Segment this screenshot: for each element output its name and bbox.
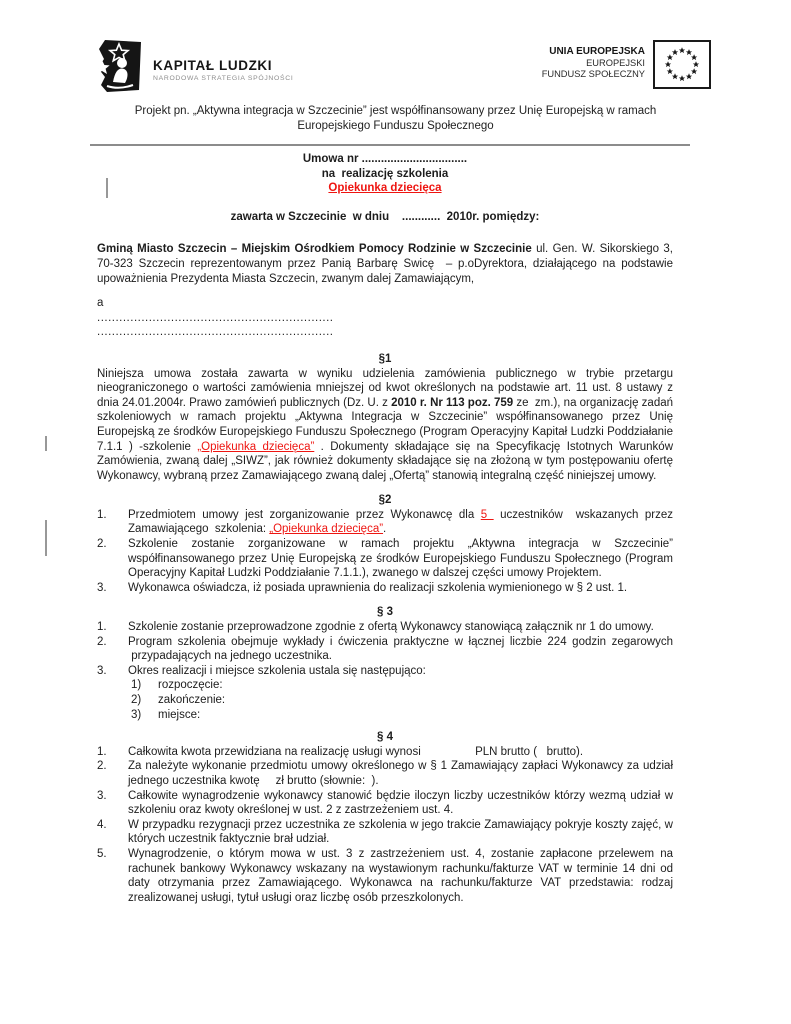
revision-change-bar-title <box>106 178 108 198</box>
item-number: 2. <box>97 635 107 648</box>
item-number: 1. <box>97 745 107 758</box>
party-connector: a <box>97 297 104 310</box>
header-divider <box>90 144 690 146</box>
item-number: 3. <box>97 581 107 594</box>
subitem-number: 1) <box>131 679 142 692</box>
section-1-paragraph: Niniejsza umowa została zawarta w wyniku udzielenia zamówienia publicznego w trybie przetargu nieograniczonego o wartości zamówienia mniejszej od kwot określonych na podstawie art. 11 ust. 8 ustawy z dnia 24.01.2004r. Prawo zamówień publicznych (Dz. U. z 2010 r. Nr 113 poz. 759 ze zm.), na organizację zadań szkoleniowych w ramach projektu „Aktywna Integracja w Szczecinie” współfinansowanego przez Unię Europejską ze środków Europejskiego Funduszu Społecznego (Program Operacyjny Kapitał Ludzki Poddziałanie 7.1.1 ) -szkolenie „Opiekunka dziecięca” . Dokumenty składające się na Specyfikację Istotnych Warunków Zamówienia, zwaną dalej „SIWZ”, jak również dokumenty składające się na złożoną w tym postępowaniu ofertę Wykonawcy, wybraną przez Zamawiającego zwaną dalej „Ofertą” stanowią integralną część niniejszej umowy. <box>97 367 674 482</box>
section-3-item-3 <box>97 664 673 679</box>
eu-logo <box>542 40 711 89</box>
item-number: 3. <box>97 664 107 677</box>
kl-logo-subtitle: NARODOWA STRATEGIA SPÓJNOŚCI <box>153 75 294 82</box>
item-number: 2. <box>97 760 107 773</box>
eu-logo-text <box>542 40 645 79</box>
item-text: Przedmiotem umowy jest zorganizowanie przez Wykonawcę dla 5 uczestników wskazanych przez Zamawiającego szkolenia: „Opiekunka dziecięca”. <box>128 508 673 536</box>
item-text: Całkowita kwota przewidziana na realizację usługi wynosi PLN brutto ( brutto). <box>128 745 584 758</box>
subitem-text: miejsce: <box>158 708 201 721</box>
subitem-text: rozpoczęcie: <box>158 679 223 692</box>
item-text: Szkolenie zostanie zorganizowane w ramach projektu „Aktywna integracja w Szczecinie” współfinansowanego przez Unię Europejską ze środków Europejskiego Funduszu Społecznego (Program Operacyjny Kapitał Ludzki Poddziałanie 7.1.1.), zwanego w dalszej części umowy Projektem. <box>128 538 673 580</box>
kl-logo-title: KAPITAŁ LUDZKI <box>153 58 273 73</box>
section-3-item-1 <box>97 620 673 635</box>
eu-logo-line1: UNIA EUROPEJSKA <box>549 46 645 57</box>
item-text: W przypadku rezygnacji przez uczestnika ze szkolenia w jego trakcie Zamawiający pokryje koszty zajęć, w których uczestnik faktycznie brał udział. <box>128 818 673 846</box>
eu-logo-line2: EUROPEJSKI <box>586 58 645 68</box>
contract-title-block <box>97 152 673 224</box>
item-text: Za należyte wykonanie przedmiotu umowy określonego w § 1 Zamawiający zapłaci Wykonawcy za udział jednego uczestnika kwotę zł brutto (słownie: ). <box>128 760 673 787</box>
item-number: 5. <box>97 847 107 860</box>
section-2-item-3 <box>97 581 673 596</box>
item-number: 4. <box>97 818 107 831</box>
contract-subject-line: na realizację szkolenia <box>321 167 449 180</box>
section-4-item-2 <box>97 759 673 788</box>
item-text: Całkowite wynagrodzenie wykonawcy stanowić będzie iloczyn liczby uczestników którzy wezmą udział w szkoleniu oraz kwoty określonej w ust. 2 z zastrzeżeniem ust. 4. <box>128 789 673 817</box>
kapital-ludzki-flag-icon <box>95 38 145 94</box>
contractor-blank-line-2: ................................................................ <box>97 326 334 339</box>
kapital-ludzki-logo <box>95 38 293 94</box>
contract-body <box>97 152 673 905</box>
section-4-item-4 <box>97 818 673 847</box>
section-1-heading: §1 <box>378 352 392 365</box>
item-number: 1. <box>97 508 107 521</box>
eu-flag-icon <box>653 40 711 89</box>
item-number: 3. <box>97 789 107 802</box>
section-4-item-5 <box>97 847 673 905</box>
training-name: Opiekunka dziecięca <box>328 182 442 195</box>
contractor-blank-line-1: ................................................................ <box>97 311 334 324</box>
project-note-line2: Europejskiego Funduszu Społecznego <box>297 119 494 132</box>
item-text: Program szkolenia obejmuje wykłady i ćwiczenia praktyczne w łącznej liczbie 224 godzin zegarowych przypadających na jednego uczestnika. <box>128 635 673 663</box>
item-number: 2. <box>97 538 107 551</box>
subitem-text: zakończenie: <box>158 694 226 706</box>
project-note-line1: Projekt pn. „Aktywna integracja w Szczecinie” jest współfinansowany przez Unię Europejską w ramach <box>134 105 657 117</box>
revision-change-bar-section1 <box>45 436 47 451</box>
section-4-heading: § 4 <box>377 731 393 744</box>
item-text: Szkolenie zostanie przeprowadzone zgodnie z ofertą Wykonawcy stanowiącą załącznik nr 1 do umowy. <box>128 621 654 634</box>
item-text: Wynagrodzenie, o którym mowa w ust. 3 z zastrzeżeniem ust. 4, zostanie zapłacone przelewem na rachunek bankowy Wykonawcy wskazany na wystawionym rachunku/fakturze VAT w terminie 14 dni od daty otrzymania przez Zamawiającego. Wykonawca na rachunku/fakturze VAT przedstawia: rodzaj zrealizowanej usługi, tytuł usługi oraz liczbę osób przeszkolonych. <box>128 847 673 904</box>
contract-intro-line: zawarta w Szczecinie w dniu ............ 2010r. pomiędzy: <box>230 210 540 223</box>
subitem-number: 2) <box>131 694 142 706</box>
section-3-subitem-2 <box>131 693 673 708</box>
page-header <box>95 38 711 96</box>
section-4-item-3 <box>97 789 673 818</box>
section-4-item-1 <box>97 745 673 760</box>
kapital-ludzki-text <box>153 50 293 82</box>
section-3-subitem-1 <box>131 678 673 693</box>
eu-logo-line3: FUNDUSZ SPOŁECZNY <box>541 69 645 79</box>
section-3-heading: § 3 <box>377 606 393 619</box>
subitem-number: 3) <box>131 708 142 721</box>
section-2-heading: §2 <box>378 494 392 507</box>
item-text: Wykonawca oświadcza, iż posiada uprawnienia do realizacji szkolenia wymienionego w § 2 ust. 1. <box>128 581 628 594</box>
revision-change-bar-section2 <box>45 520 47 556</box>
item-number: 1. <box>97 621 107 634</box>
section-2-item-2 <box>97 537 673 581</box>
section-3-subitem-3 <box>131 708 673 723</box>
item-text: Okres realizacji i miejsce szkolenia ustala się następująco: <box>128 664 426 677</box>
contract-number-line: Umowa nr ................................. <box>302 153 468 165</box>
section-2-item-1 <box>97 508 673 537</box>
section-3-item-2 <box>97 635 673 664</box>
party-paragraph: Gminą Miasto Szczecin – Miejskim Ośrodkiem Pomocy Rodzinie w Szczecinie ul. Gen. W. Sikorskiego 3, 70-323 Szczecin reprezentowanym przez Panią Barbarę Swicę – p.oDyrektora, działającego na podstawie upoważnienia Prezydenta Miasta Szczecin, zwanym dalej Zamawiającym, <box>97 243 673 285</box>
project-cofinancing-note <box>0 104 791 133</box>
